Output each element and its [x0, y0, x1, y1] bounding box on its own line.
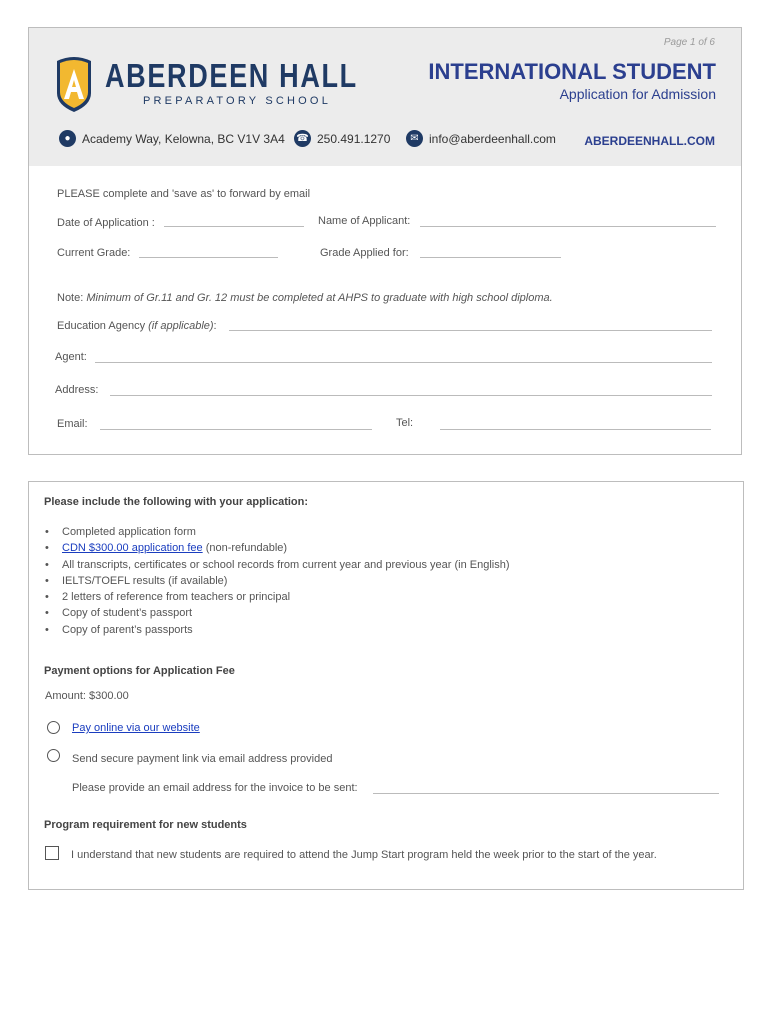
school-tagline: PREPARATORY SCHOOL	[143, 95, 332, 107]
address-field[interactable]	[110, 395, 712, 396]
website-link[interactable]: ABERDEENHALL.COM	[584, 134, 715, 148]
requirements-heading: Please include the following with your application:	[44, 496, 309, 508]
education-agency-field[interactable]	[229, 330, 712, 331]
current-grade-field[interactable]	[139, 257, 278, 258]
date-of-application-field[interactable]	[164, 226, 304, 227]
application-header-panel	[28, 27, 742, 455]
address-contact	[59, 130, 285, 147]
agency-colon: :	[213, 320, 217, 332]
school-name: ABERDEEN HALL	[105, 57, 358, 94]
email-contact	[406, 130, 556, 147]
payment-link-radio[interactable]	[47, 749, 60, 762]
pay-online-radio[interactable]	[47, 721, 60, 734]
email-text: info@aberdeenhall.com	[429, 131, 556, 146]
list-item: • Copy of student’s passport	[45, 607, 193, 620]
agency-hint: (if applicable)	[148, 320, 214, 332]
current-grade-label: Current Grade:	[57, 247, 131, 259]
list-item: • CDN $300.00 application fee (non-refundable)	[45, 542, 288, 555]
invoice-email-field[interactable]	[373, 793, 719, 794]
tel-field[interactable]	[440, 429, 711, 430]
jump-start-acknowledgement: I understand that new students are required to attend the Jump Start program held the week prior to the start of the year.	[71, 849, 657, 861]
location-pin-icon: ●	[59, 130, 76, 147]
list-item: • All transcripts, certificates or school records from current year and previous year (in English)	[45, 558, 510, 571]
address-text: Academy Way, Kelowna, BC V1V 3A4	[82, 131, 285, 146]
tel-label: Tel:	[396, 417, 414, 429]
list-item: • 2 letters of reference from teachers or principal	[45, 591, 291, 604]
payment-amount: Amount: $300.00	[45, 690, 129, 702]
form-title: INTERNATIONAL STUDENT	[428, 59, 716, 84]
requirements-list	[45, 524, 510, 638]
fee-note: (non-refundable)	[202, 542, 288, 555]
pay-online-link[interactable]: Pay online via our website	[72, 722, 200, 734]
agent-label: Agent:	[55, 351, 87, 363]
note-text: Minimum of Gr.11 and Gr. 12 must be completed at AHPS to graduate with high school diploma.	[86, 292, 553, 304]
graduation-note	[57, 292, 553, 304]
agency-label-text: Education Agency	[57, 320, 149, 332]
form-instruction: PLEASE complete and 'save as' to forward by email	[57, 188, 311, 200]
phone-contact	[294, 130, 390, 147]
jump-start-checkbox[interactable]	[45, 846, 59, 860]
application-requirements-panel	[28, 481, 744, 890]
name-of-applicant-field[interactable]	[420, 226, 716, 227]
header-band	[29, 28, 741, 166]
grade-applied-field[interactable]	[420, 257, 561, 258]
address-label: Address:	[55, 384, 99, 396]
date-of-application-label: Date of Application :	[57, 217, 155, 229]
phone-text: 250.491.1270	[317, 131, 391, 146]
agent-field[interactable]	[95, 362, 712, 363]
email-label: Email:	[57, 418, 88, 430]
form-subtitle: Application for Admission	[559, 86, 716, 102]
email-field[interactable]	[100, 429, 372, 430]
program-heading: Program requirement for new students	[44, 819, 247, 831]
phone-icon: ☎	[294, 130, 311, 147]
application-fee-link[interactable]: CDN $300.00 application fee	[62, 542, 203, 555]
payment-link-option: Send secure payment link via email address provided	[72, 753, 333, 765]
email-icon: ✉	[406, 130, 423, 147]
list-item: • IELTS/TOEFL results (if available)	[45, 574, 228, 587]
name-of-applicant-label: Name of Applicant:	[318, 215, 411, 227]
education-agency-label	[57, 320, 217, 332]
grade-applied-label: Grade Applied for:	[320, 247, 409, 259]
school-shield-logo-icon	[55, 55, 93, 113]
list-item: • Completed application form	[45, 526, 196, 538]
note-prefix: Note:	[57, 292, 87, 304]
invoice-email-label: Please provide an email address for the invoice to be sent:	[72, 782, 358, 794]
payment-heading: Payment options for Application Fee	[44, 665, 235, 677]
list-item: • Copy of parent’s passports	[45, 623, 193, 636]
page-number: Page 1 of 6	[663, 37, 715, 48]
